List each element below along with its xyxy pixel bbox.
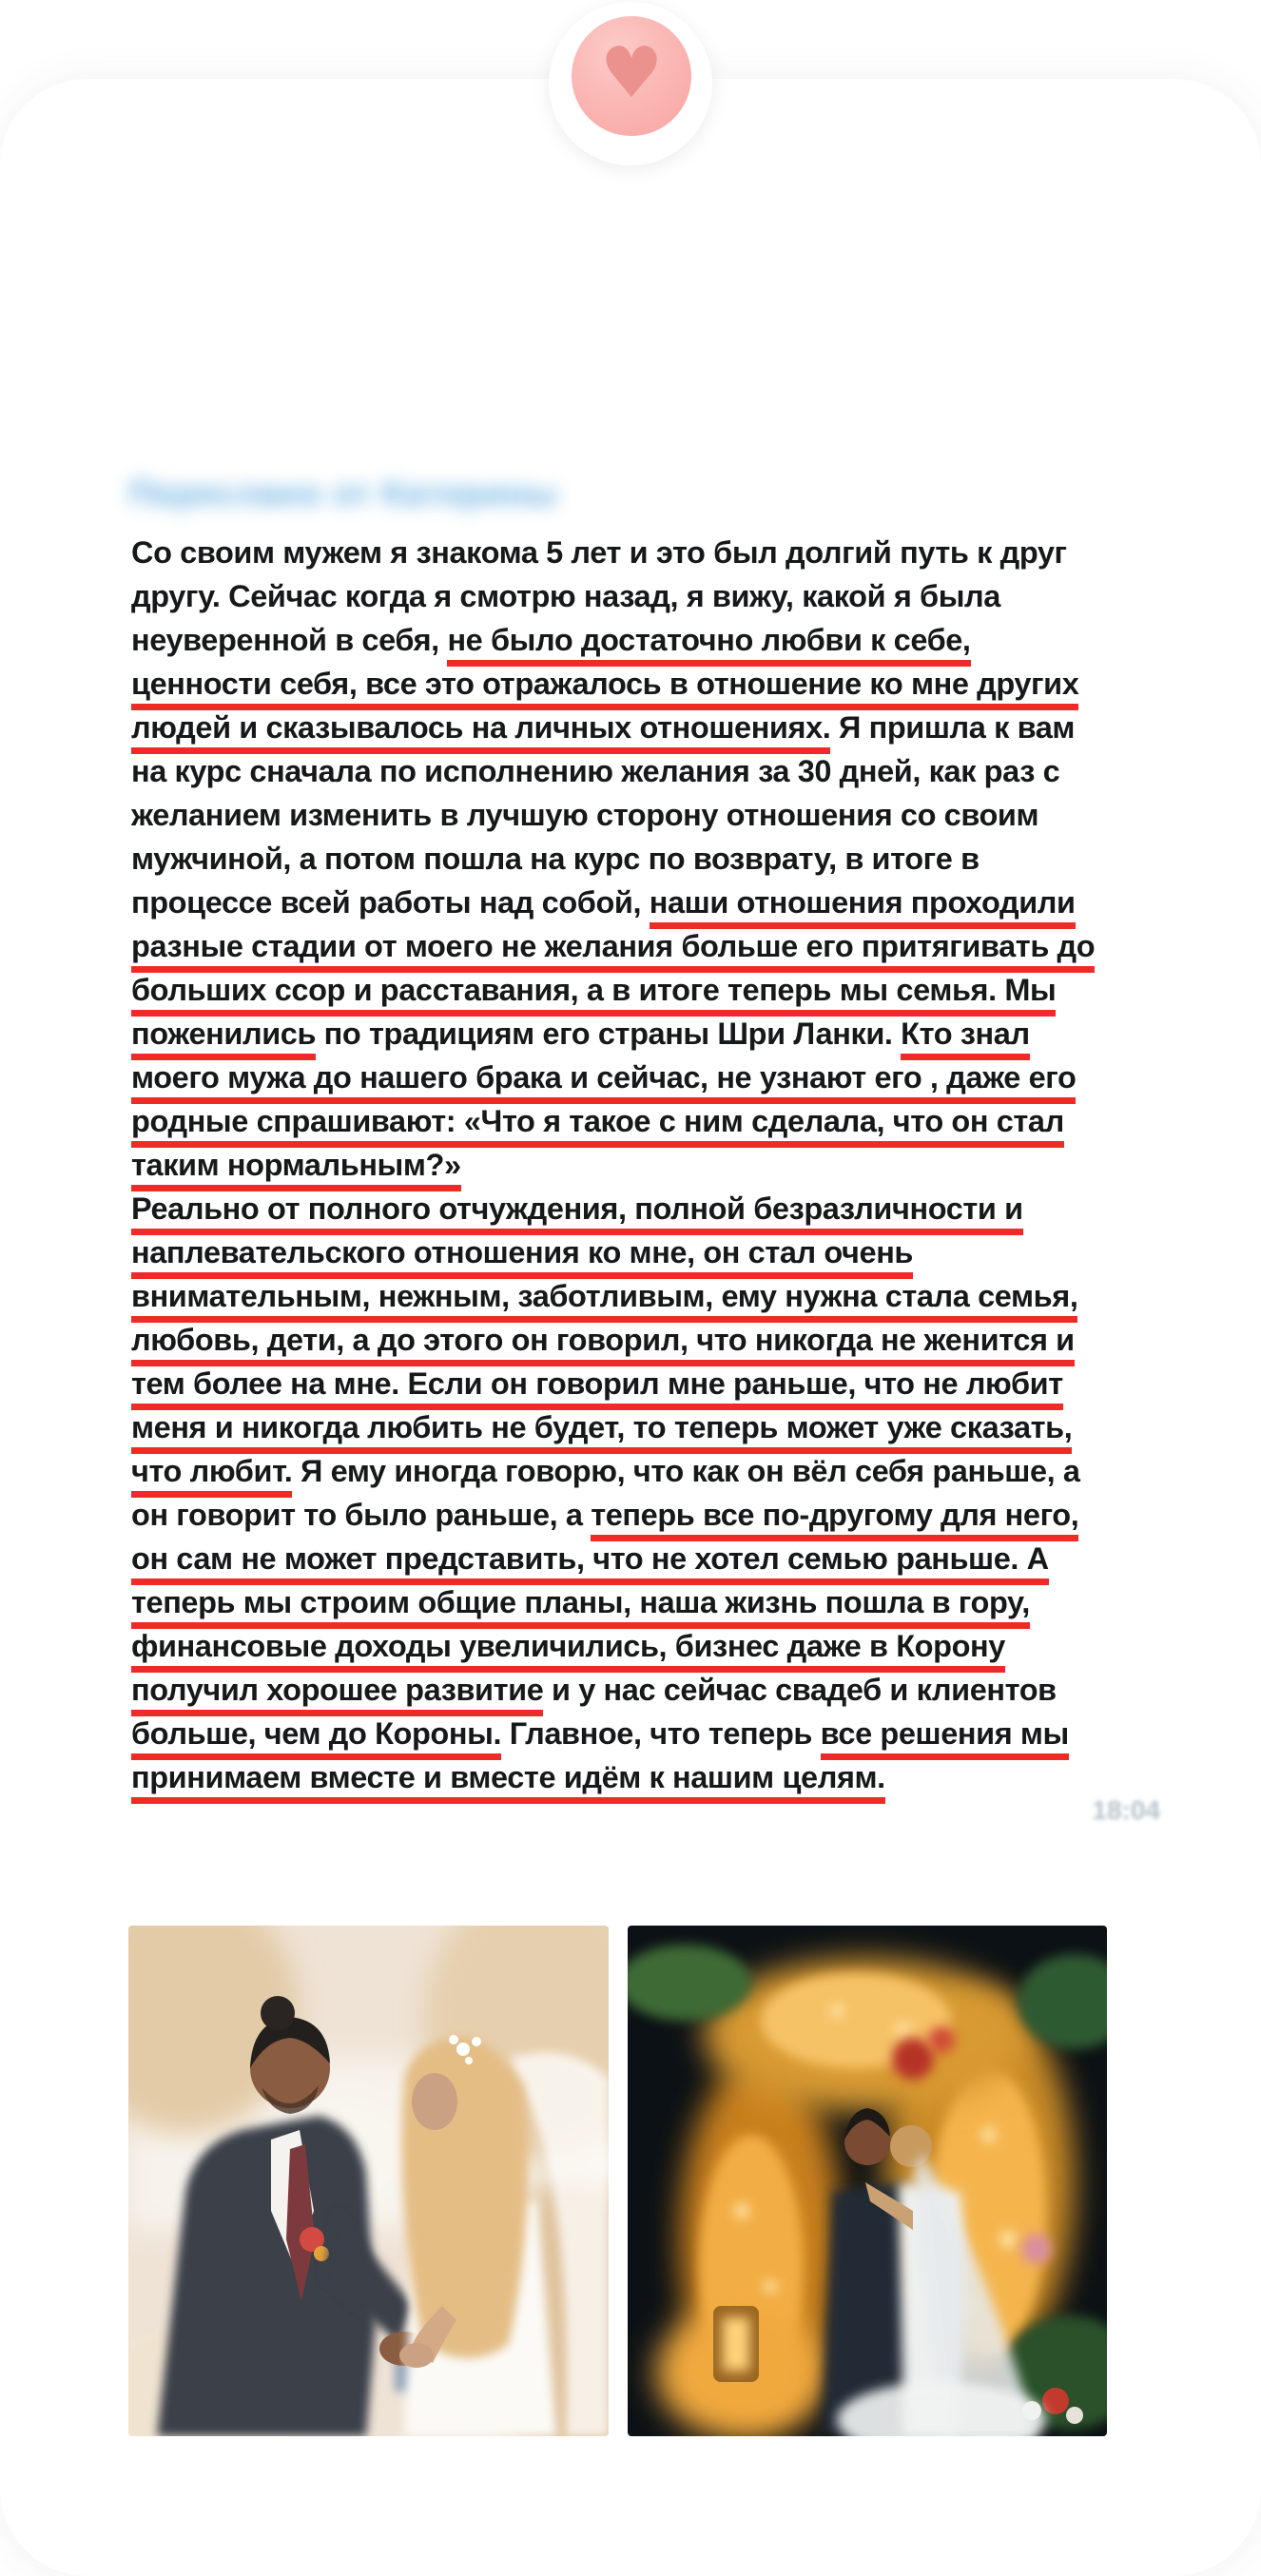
message-line	[131, 531, 1187, 574]
message-text	[131, 531, 1187, 1799]
message-line	[131, 1099, 1187, 1143]
message-line	[131, 1274, 1187, 1318]
message-line	[131, 1143, 1187, 1187]
underlined-text-segment: ценности себя, все это отражалось в отношение ко мне других	[131, 667, 1078, 710]
message-line	[131, 1755, 1187, 1799]
heart-icon: ♥	[599, 32, 664, 114]
message-line	[131, 837, 1187, 881]
underlined-text-segment: теперь мы строим общие планы, наша жизнь пошла в гору,	[131, 1585, 1030, 1629]
message-line	[131, 1449, 1187, 1493]
timestamp: 18:04	[1092, 1795, 1160, 1825]
text-segment: неуверенной в себя,	[131, 623, 448, 657]
underlined-text-segment: финансовые доходы увеличились, бизнес даже в Корону	[131, 1629, 1005, 1673]
message-line	[131, 793, 1187, 837]
text-segment: желанием изменить в лучшую сторону отношения со своим	[131, 798, 1039, 832]
underlined-text-segment: теперь все по-другому для него,	[591, 1498, 1078, 1541]
underlined-text-segment: что любит.	[131, 1454, 292, 1498]
underlined-text-segment: больших ссор и расставания, а в итоге теперь мы семья. Мы	[131, 973, 1056, 1017]
underlined-text-segment: поженились	[131, 1017, 316, 1060]
text-segment: по традициям его страны Шри Ланки.	[316, 1017, 902, 1051]
text-segment: мужчиной, а потом пошла на курс по возврату, в итоге в	[131, 842, 980, 876]
text-segment: процессе всей работы над собой,	[131, 885, 650, 920]
underlined-text-segment: он сам не может представить, что не хотел семью раньше. А	[131, 1541, 1049, 1585]
underlined-text-segment: меня и никогда любить не будет, то теперь может уже сказать,	[131, 1410, 1072, 1454]
heart-badge	[572, 16, 691, 136]
underlined-text-segment: людей и сказывалось на личных отношениях.	[131, 710, 830, 754]
text-segment: он говорит то было раньше, а	[131, 1498, 592, 1532]
message-line	[131, 749, 1187, 793]
underlined-text-segment: наши отношения проходили	[650, 885, 1076, 929]
underlined-text-segment: принимаем вместе и вместе идём к нашим целям.	[131, 1760, 885, 1804]
wedding-photo-night-art	[628, 1926, 1107, 2436]
underlined-text-segment: наплевательского отношения ко мне, он стал очень	[131, 1235, 913, 1279]
underlined-text-segment: Кто знал	[901, 1017, 1030, 1060]
photo-grid	[128, 1926, 1107, 2436]
message-line	[131, 924, 1187, 968]
underlined-text-segment: получил хорошее развитие	[131, 1673, 543, 1716]
message-line	[131, 662, 1187, 706]
message-line	[131, 1624, 1187, 1668]
text-segment: и у нас сейчас свадеб и клиентов	[543, 1673, 1057, 1707]
underlined-text-segment: больше, чем до Короны.	[131, 1716, 501, 1760]
message-line	[131, 1537, 1187, 1580]
message-line	[131, 1230, 1187, 1274]
message-line	[131, 574, 1187, 618]
message-line	[131, 881, 1187, 924]
underlined-text-segment: тем более на мне. Если он говорил мне раньше, что не любит	[131, 1366, 1063, 1410]
text-segment: другу. Сейчас когда я смотрю назад, я вижу, какой я была	[131, 579, 1000, 613]
message-line	[131, 1056, 1187, 1099]
underlined-text-segment: внимательным, нежным, заботливым, ему нужна стала семья,	[131, 1279, 1077, 1323]
wedding-photo-day[interactable]	[128, 1926, 609, 2436]
underlined-text-segment: таким нормальным?»	[131, 1148, 461, 1191]
forwarded-from-label[interactable]: Переслано от Катерины	[129, 474, 558, 513]
wedding-photo-day-art	[128, 1926, 609, 2436]
message-line	[131, 1012, 1187, 1056]
message-line	[131, 1405, 1187, 1449]
wedding-photo-night[interactable]	[628, 1926, 1107, 2436]
message-line	[131, 1712, 1187, 1755]
message-line	[131, 1580, 1187, 1624]
text-segment: Я пришла к вам	[830, 710, 1076, 745]
underlined-text-segment: родные спрашивают: «Что я такое с ним сделала, что он стал	[131, 1104, 1064, 1148]
underlined-text-segment: не было достаточно любви к себе,	[447, 623, 970, 667]
message-line	[131, 1493, 1187, 1537]
message-line	[131, 968, 1187, 1012]
message-line	[131, 706, 1187, 749]
underlined-text-segment: моего мужа до нашего брака и сейчас, не узнают его , даже его	[131, 1060, 1076, 1104]
message-line	[131, 618, 1187, 662]
underlined-text-segment: все решения мы	[821, 1716, 1069, 1760]
text-segment: Я ему иногда говорю, что как он вёл себя раньше, а	[292, 1454, 1080, 1488]
text-segment: Со своим мужем я знакома 5 лет и это был долгий путь к друг	[131, 535, 1067, 570]
message-line	[131, 1362, 1187, 1405]
underlined-text-segment: разные стадии от моего не желания больше его притягивать до	[131, 929, 1095, 973]
underlined-text-segment: Реально от полного отчуждения, полной безразличности и	[131, 1191, 1023, 1235]
message-line	[131, 1187, 1187, 1230]
underlined-text-segment: любовь, дети, а до этого он говорил, что никогда не женится и	[131, 1323, 1075, 1366]
message-line	[131, 1668, 1187, 1712]
text-segment: на курс сначала по исполнению желания за 30 дней, как раз с	[131, 754, 1060, 788]
text-segment: Главное, что теперь	[501, 1716, 821, 1751]
message-line	[131, 1318, 1187, 1362]
